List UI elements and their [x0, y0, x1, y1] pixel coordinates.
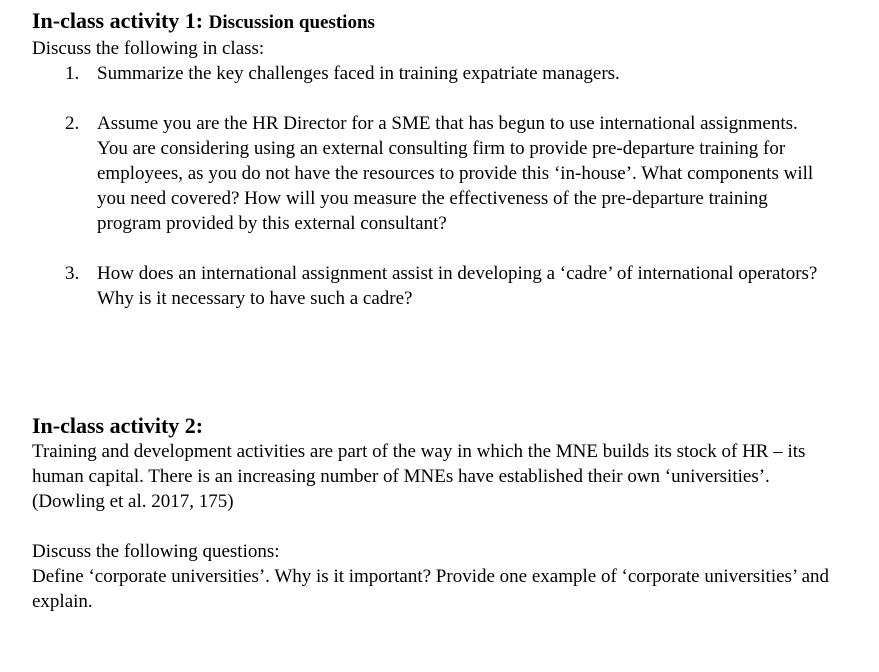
question-item [32, 61, 832, 86]
question-item [32, 111, 832, 236]
question-number: 1. [65, 63, 80, 84]
document-page [32, 8, 832, 612]
activity2-question: Define ‘corporate universities’. Why is it important? Provide one example of ‘corporate universities’ and explain. [32, 566, 830, 612]
activity1-heading [32, 8, 832, 36]
activity1-section [32, 8, 832, 311]
question-number: 2. [65, 113, 80, 134]
activity1-heading-main: In-class activity 1: [32, 8, 209, 33]
question-text: How does an international assignment assist in developing a ‘cadre’ of international operators? Why is it necessary to have such a cadre? [97, 263, 818, 309]
activity2-prompt: Discuss the following questions: [32, 541, 280, 562]
activity1-heading-sub: Discussion questions [208, 12, 375, 33]
question-number: 3. [65, 263, 80, 284]
activity1-question-list [32, 61, 832, 311]
activity2-heading: In-class activity 2: [32, 413, 204, 438]
activity1-intro: Discuss the following in class: [32, 38, 265, 59]
question-text: Assume you are the HR Director for a SME that has begun to use international assignments. You are considering using an external consulting firm to provide pre-departure training for employees, as you do not have the resources to provide this ‘in-house’. What components will you need covered? How will you measure the effectiveness of the pre-departure training program provided by this external consultant? [97, 113, 814, 234]
activity2-paragraph: Training and development activities are part of the way in which the MNE builds its stock of HR – its human capital. There is an increasing number of MNEs have established their own ‘universities’. (Dowling et al. 2017, 175) [32, 441, 806, 512]
activity2-section [32, 413, 832, 614]
question-item [32, 261, 832, 311]
question-text: Summarize the key challenges faced in training expatriate managers. [97, 63, 620, 84]
